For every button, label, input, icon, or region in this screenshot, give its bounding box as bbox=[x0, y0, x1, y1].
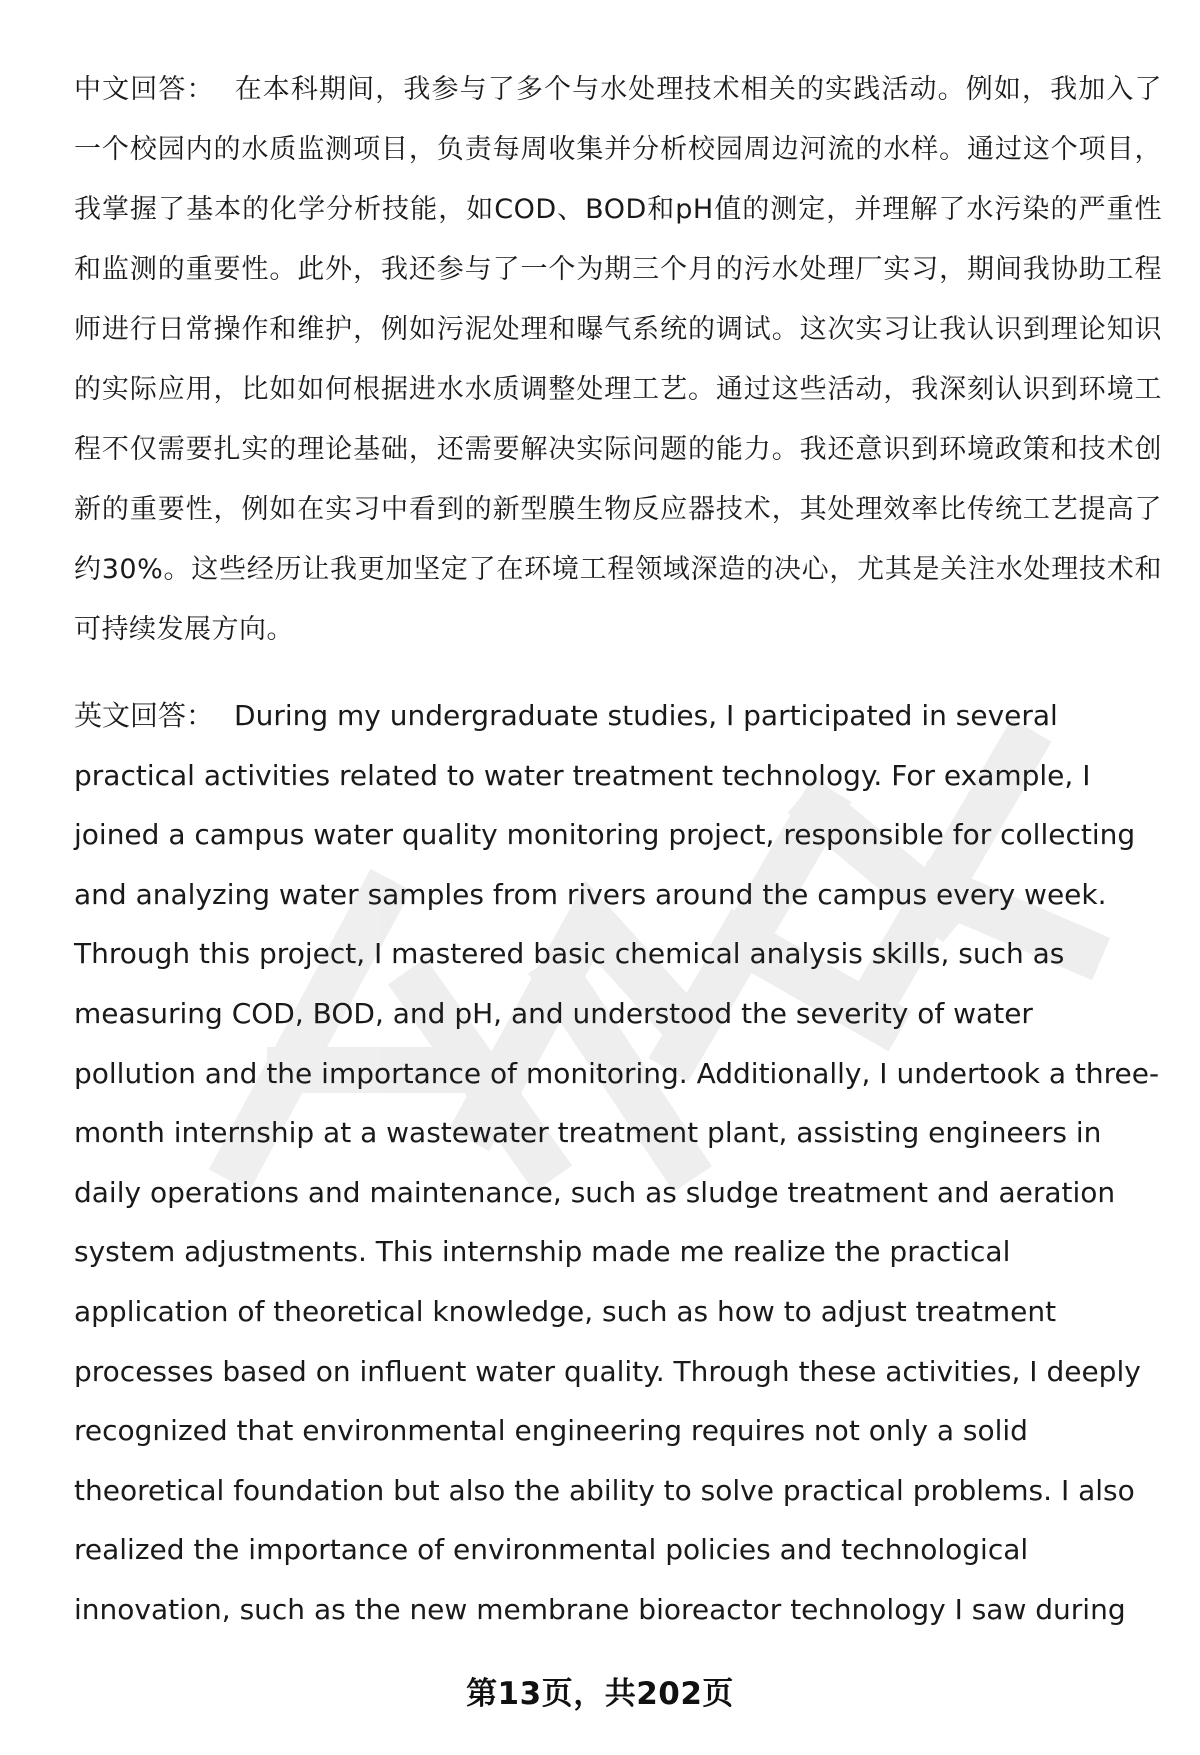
chinese-answer-text: 在本科期间，我参与了多个与水处理技术相关的实践活动。例如，我加入了一个校园内的水质监测项目，负责每周收集并分析校园周边河流的水样。通过这个项目，我掌握了基本的化学分析技能，如COD、BOD和pH值的测定，并理解了水污染的严重性和监测的重要性。此外，我还参与了一个为期三个月的污水处理厂实习，期间我协助工程师进行日常操作和维护，例如污泥处理和曝气系统的调试。这次实习让我认识到理论知识的实际应用，比如如何根据进水水质调整处理工艺。通过这些活动，我深刻认识到环境工程不仅需要扎实的理论基础，还需要解决实际问题的能力。我还意识到环境政策和技术创新的重要性，例如在实习中看到的新型膜生物反应器技术，其处理效率比传统工艺提高了约30%。这些经历让我更加坚定了在环境工程领域深造的决心，尤其是关注水处理技术和可持续发展方向。 bbox=[74, 74, 1162, 645]
chinese-answer-paragraph bbox=[74, 60, 1162, 660]
page-number-footer: 第13页，共202页 bbox=[466, 1676, 734, 1712]
english-answer-label: 英文回答： bbox=[74, 699, 215, 732]
chinese-answer-label: 中文回答： bbox=[74, 74, 215, 105]
english-answer-paragraph bbox=[74, 686, 1162, 1640]
answer-content bbox=[74, 60, 1162, 1640]
english-answer-text: During my undergraduate studies, I participated in several practical activities related to water treatment technology. For example, I joined a campus water quality monitoring project, responsible for collecting and analyzing water samples from rivers around the campus every week. Through this project, I mastered basic chemical analysis skills, such as measuring COD, BOD, and pH, and understood the severity of water pollution and the importance of monitoring. Additionally, I undertook a three-month internship at a wastewater treatment plant, assisting engineers in daily operations and maintenance, such as sludge treatment and aeration system adjustments. This internship made me realize the practical application of theoretical knowledge, such as how to adjust treatment processes based on influent water quality. Through these activities, I deeply recognized that environmental engineering requires not only a solid theoretical foundation but also the ability to solve practical problems. I also realized the importance of environmental policies and technological innovation, such as the new membrane bioreactor technology I saw during bbox=[74, 699, 1160, 1626]
